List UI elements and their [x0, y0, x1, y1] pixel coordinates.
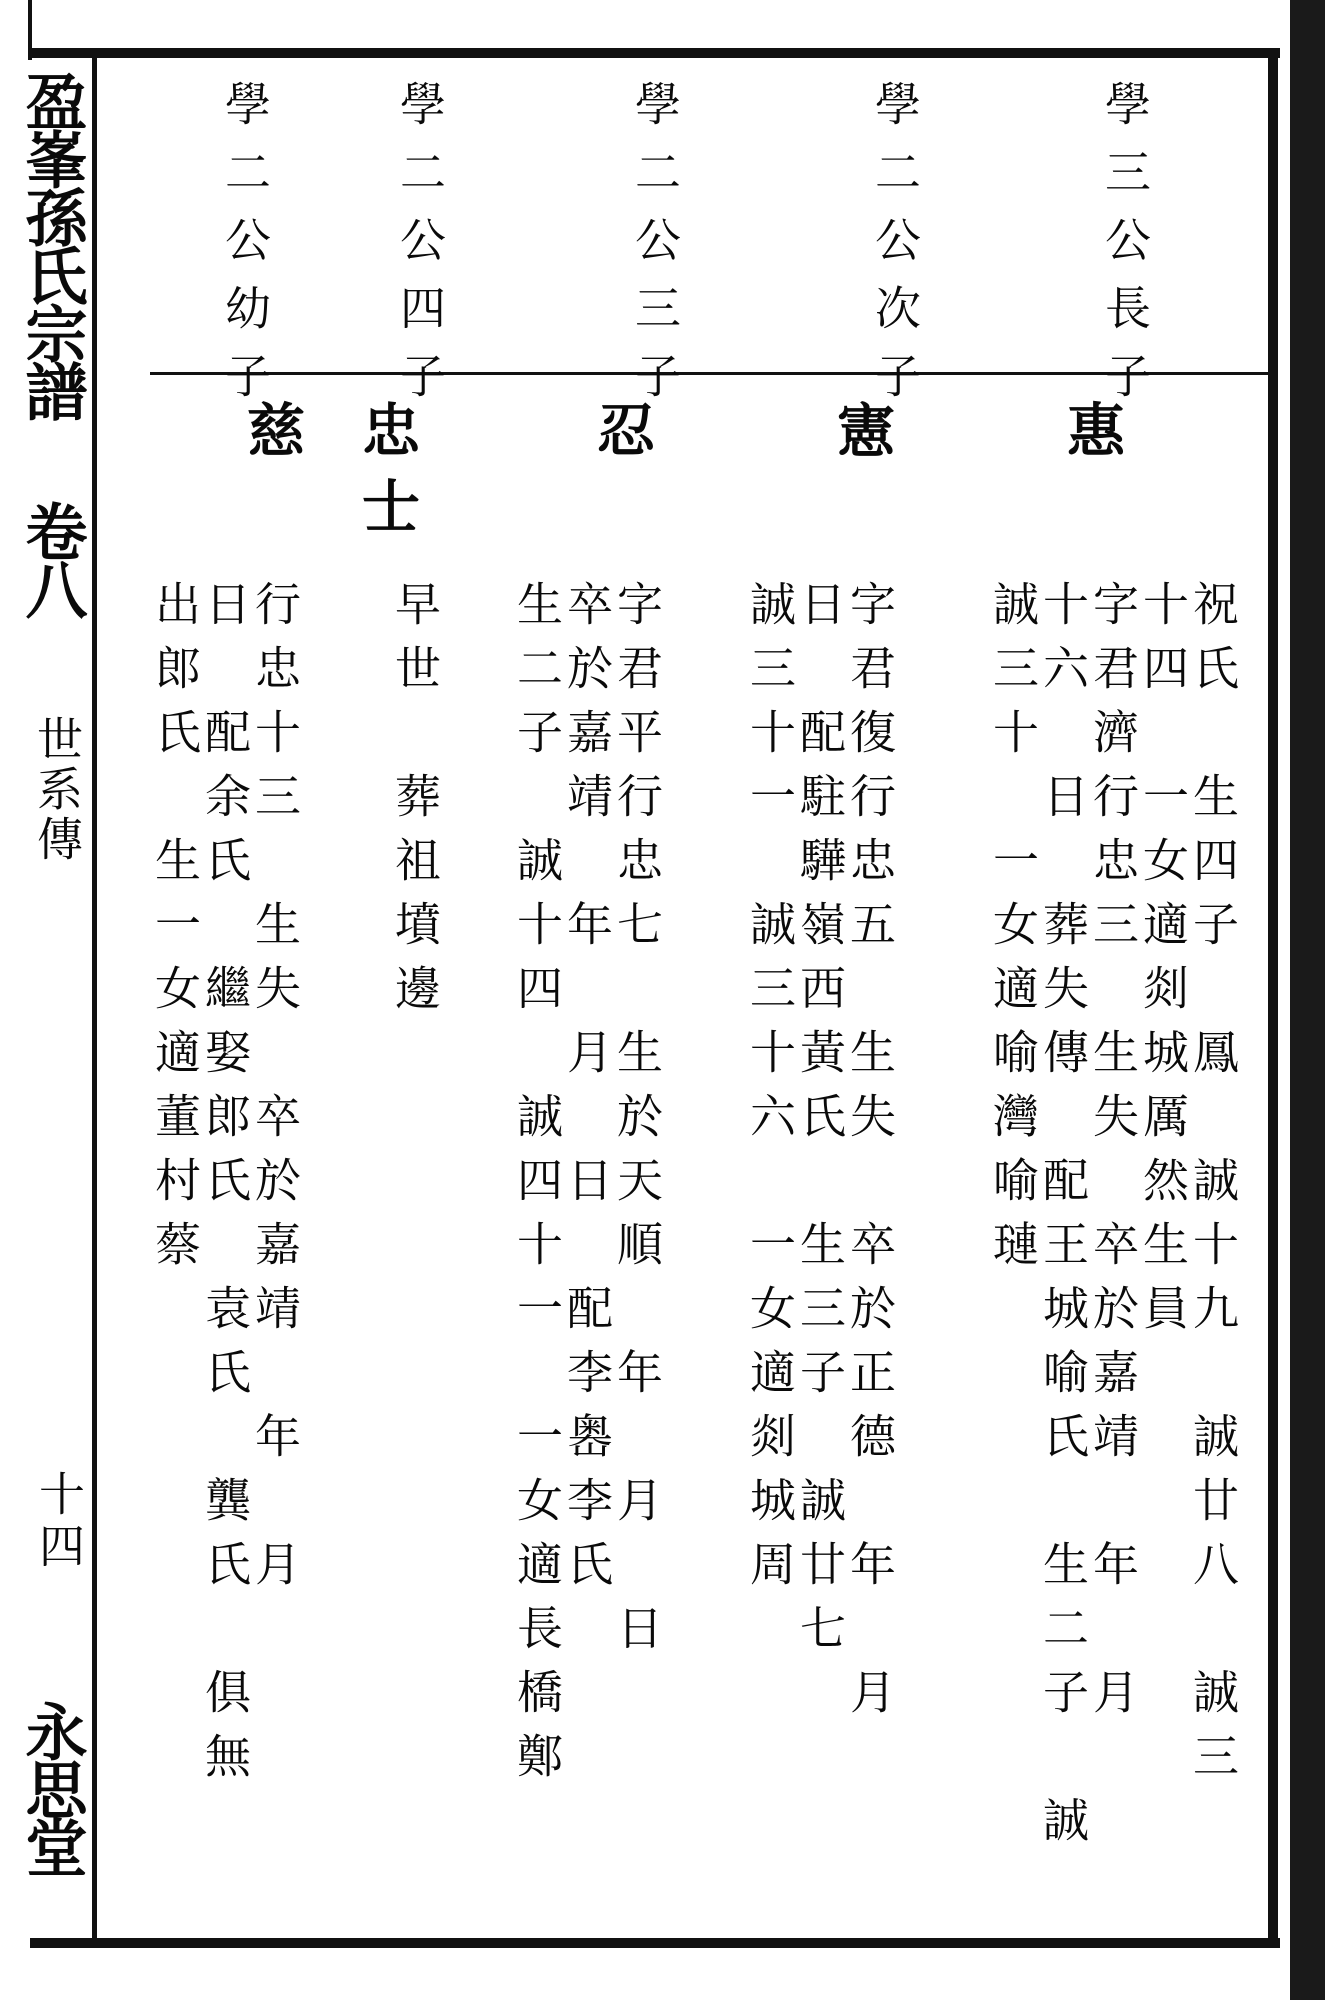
bio-line: 字君復行忠五 生失 卒於正德 年 月 — [843, 580, 897, 1732]
volume-label: 卷八 — [15, 500, 88, 616]
hall-name: 永思堂 — [15, 1700, 88, 1874]
section-label: 世系傳 — [30, 715, 84, 865]
left-edge-rule — [28, 0, 32, 60]
bio-line: 字君濟行忠三 生失 卒於嘉靖 年 月 — [1086, 580, 1140, 1732]
father-label: 學二公幼子 — [218, 80, 272, 420]
person-name: 惠 — [1057, 400, 1125, 476]
bio-line: 行忠十三 生失 卒於嘉靖 年 月 — [248, 580, 302, 1604]
bio-line: 誠三十一 誠三十六 一女適剡城周 — [743, 580, 797, 1604]
person-name: 憲 — [827, 400, 895, 476]
top-border-rule — [30, 48, 1280, 58]
margin-divider-rule — [92, 48, 97, 1948]
book-title: 盈峯孫氏宗譜 — [15, 70, 88, 418]
biography — [745, 580, 895, 1732]
bio-line: 十六 日 葬失傳 配王城喻氏 生二子 誠 — [1036, 580, 1090, 1860]
bottom-border-rule — [30, 1938, 1280, 1948]
bio-line: 祝氏 生四子 鳳 誠十九 誠廿八 誠三 — [1186, 580, 1240, 1796]
father-label: 學三公長子 — [1098, 80, 1152, 420]
bio-line: 日 配余氏 繼娶郎氏 袁氏 龔氏 俱無 — [198, 580, 252, 1796]
father-label: 學二公次子 — [868, 80, 922, 420]
page-number: 十四 — [32, 1470, 86, 1574]
bio-line: 日 配駐驊嶺西黃氏 生三子 誠廿七 — [793, 580, 847, 1668]
biography — [390, 580, 440, 1028]
person-name: 慈 — [237, 400, 305, 476]
father-label: 學二公四子 — [393, 80, 447, 420]
person-name: 忍 — [587, 400, 655, 476]
bio-line: 誠三十 一女適喻灣喻璉 — [986, 580, 1040, 1284]
biography — [150, 580, 300, 1796]
bio-line: 卒於嘉靖 年 月 日 配李嶴李氏 — [560, 580, 614, 1604]
father-label: 學二公三子 — [628, 80, 682, 420]
biography — [988, 580, 1238, 1860]
bio-line: 出郎氏 生一女適董村蔡 — [148, 580, 202, 1284]
bio-line: 十四 一女適剡城厲然生員 — [1136, 580, 1190, 1348]
right-page-edge — [1290, 0, 1325, 2000]
bio-line: 早世 葬祖墳邊 — [388, 580, 442, 1028]
biography — [512, 580, 662, 1796]
bio-line: 生二子 誠十四 誠四十一 一女適長橋鄭 — [510, 580, 564, 1796]
bio-line: 字君平行忠七 生於天順 年 月 日 — [610, 580, 664, 1668]
person-name: 忠士 — [352, 400, 420, 552]
right-border-rule — [1268, 48, 1278, 1948]
